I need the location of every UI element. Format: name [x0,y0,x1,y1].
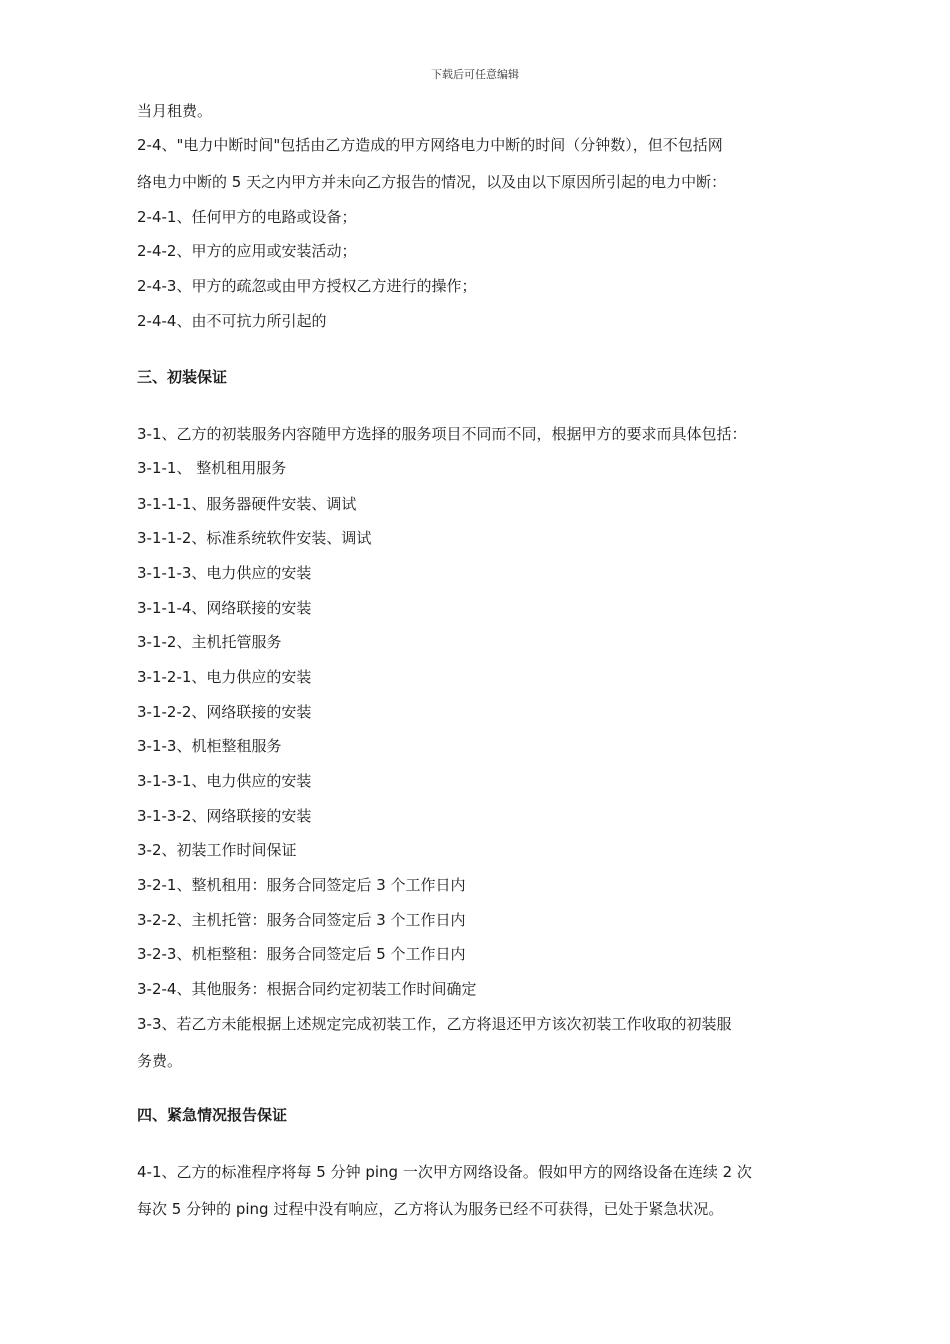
paragraph-line: 络电力中断的 5 天之内甲方并未向乙方报告的情况，以及由以下原因所引起的电力中断： [137,173,727,191]
list-item: 3-1-3-1、电力供应的安装 [137,772,312,790]
section-heading: 三、初装保证 [137,368,228,386]
list-item: 3-2、初装工作时间保证 [137,841,297,859]
list-item: 3-1-1-4、网络联接的安装 [137,599,312,617]
paragraph-line: 3-3、若乙方未能根据上述规定完成初装工作，乙方将退还甲方该次初装工作收取的初装服 [137,1015,732,1033]
page-header-note: 下载后可任意编辑 [431,68,519,81]
list-item: 3-1-2、主机托管服务 [137,633,282,651]
paragraph-line: 3-1、乙方的初装服务内容随甲方选择的服务项目不同而不同，根据甲方的要求而具体包括： [137,425,747,443]
paragraph-line: 2-4、"电力中断时间"包括由乙方造成的甲方网络电力中断的时间（分钟数），但不包括网 [137,136,723,154]
section-heading: 四、紧急情况报告保证 [137,1106,288,1124]
paragraph-line: 务费。 [137,1052,183,1070]
list-item: 2-4-2、甲方的应用或安装活动； [137,242,357,260]
list-item: 3-2-4、其他服务：根据合同约定初装工作时间确定 [137,980,477,998]
list-item: 3-1-1-3、电力供应的安装 [137,564,312,582]
list-item: 3-2-1、整机租用：服务合同签定后 3 个工作日内 [137,876,466,894]
list-item: 3-1-1-2、标准系统软件安装、调试 [137,529,372,547]
list-item: 2-4-4、由不可抗力所引起的 [137,312,327,330]
paragraph-line: 4-1、乙方的标准程序将每 5 分钟 ping 一次甲方网络设备。假如甲方的网络设备在连续 2 次 [137,1163,752,1181]
list-item: 3-1-1-1、服务器硬件安装、调试 [137,495,357,513]
paragraph-line: 当月租费。 [137,102,213,120]
list-item: 3-1-3、机柜整租服务 [137,737,282,755]
list-item: 2-4-1、任何甲方的电路或设备； [137,208,357,226]
paragraph-line: 每次 5 分钟的 ping 过程中没有响应，乙方将认为服务已经不可获得，已处于紧急状况。 [137,1200,724,1218]
list-item: 3-1-2-2、网络联接的安装 [137,703,312,721]
list-item: 3-1-2-1、电力供应的安装 [137,668,312,686]
list-item: 3-2-3、机柜整租：服务合同签定后 5 个工作日内 [137,945,466,963]
list-item: 3-2-2、主机托管：服务合同签定后 3 个工作日内 [137,911,466,929]
list-item: 2-4-3、甲方的疏忽或由甲方授权乙方进行的操作； [137,277,477,295]
list-item: 3-1-3-2、网络联接的安装 [137,807,312,825]
list-item: 3-1-1、 整机租用服务 [137,459,287,477]
